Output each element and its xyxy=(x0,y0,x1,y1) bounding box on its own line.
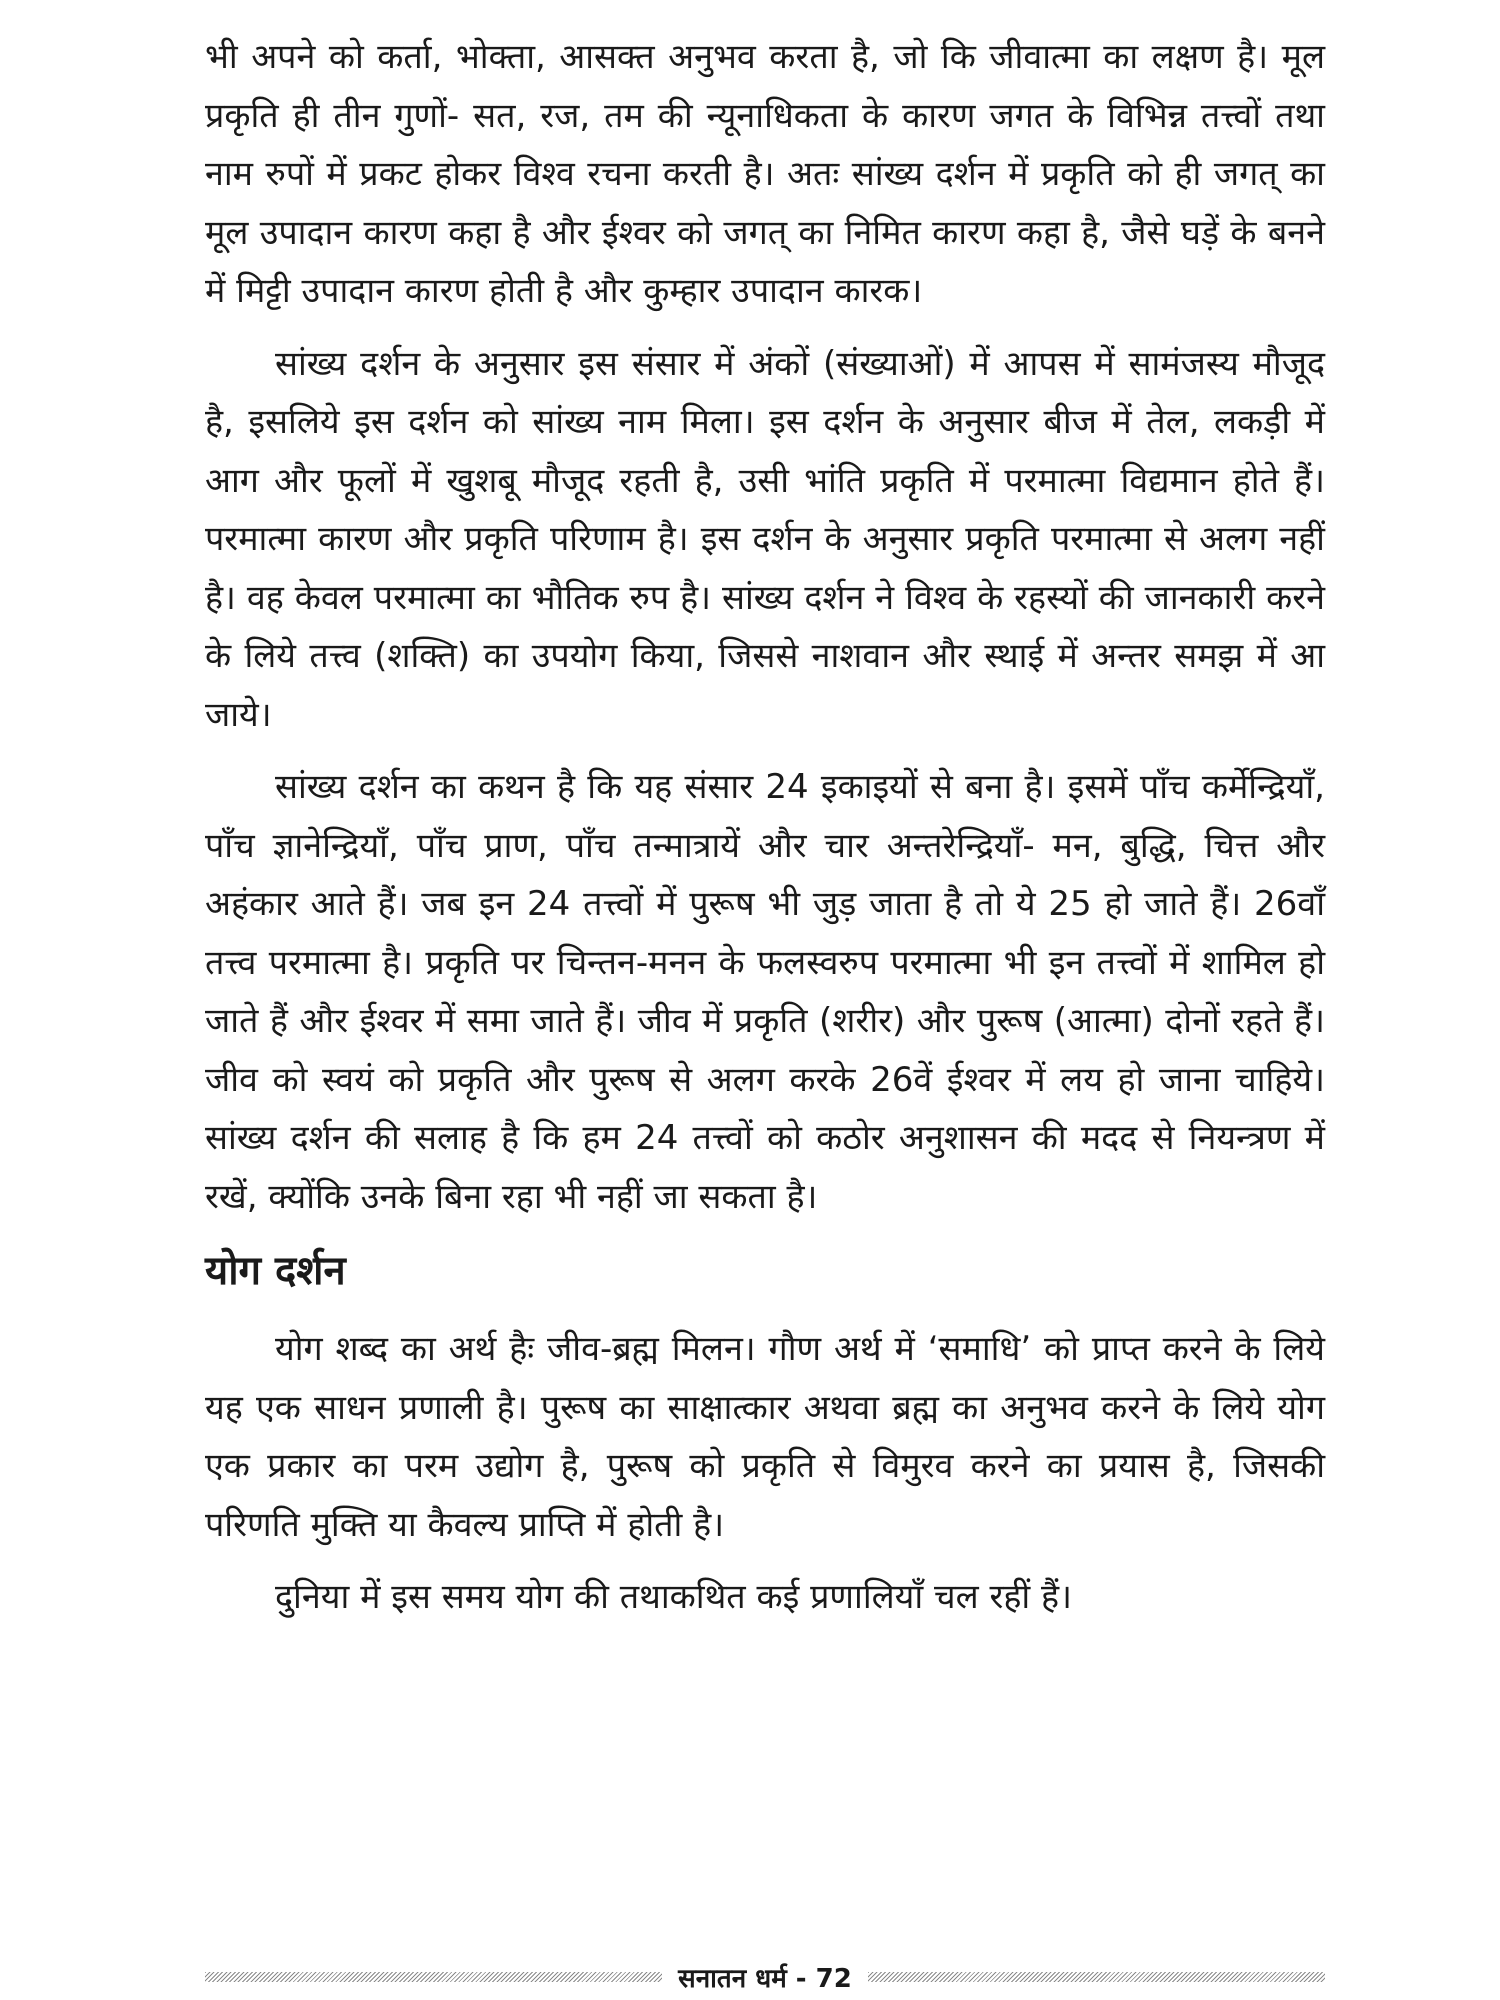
page-footer xyxy=(205,1960,1325,1994)
page-body xyxy=(205,28,1325,1641)
footer-rule-left xyxy=(205,1972,662,1982)
paragraph-yoga-systems: दुनिया में इस समय योग की तथाकथित कई प्रणालियाँ चल रहीं हैं। xyxy=(275,1577,1072,1617)
section-heading-yoga: योग दर्शन xyxy=(205,1248,346,1294)
paragraph-continuation: भी अपने को कर्ता, भोक्ता, आसक्त अनुभव करता है, जो कि जीवात्मा का लक्षण है। मूल प्रकृति ही तीन गुणों- सत, रज, तम की न्यूनाधिकता के कारण जगत के विभिन्न तत्त्वों तथा नाम रुपों में प्रकट होकर विश्व रचना करती है। अतः सांख्य दर्शन में प्रकृति को ही जगत् का मूल उपादान कारण कहा है और ईश्वर को जगत् का निमित कारण कहा है, जैसे घड़ें के बनने में मिट्टी उपादान कारण होती है और कुम्हार उपादान कारक। xyxy=(205,37,1325,311)
footer-page-label: सनातन धर्म - 72 xyxy=(678,1964,852,1994)
paragraph-yoga-meaning: योग शब्द का अर्थ हैः जीव-ब्रह्म मिलन। गौण अर्थ में ‘समाधि’ को प्राप्त करने के लिये यह एक साधन प्रणाली है। पुरूष का साक्षात्कार अथवा ब्रह्म का अनुभव करने के लिये योग एक प्रकार का परम उद्योग है, पुरूष को प्रकृति से विमुरव करने का प्रयास है, जिसकी परिणति मुक्ति या कैवल्य प्राप्ति में होती है। xyxy=(205,1329,1325,1545)
paragraph-sankhya-numbers: सांख्य दर्शन के अनुसार इस संसार में अंकों (संख्याओं) में आपस में सामंजस्य मौजूद है, इसलिये इस दर्शन को सांख्य नाम मिला। इस दर्शन के अनुसार बीज में तेल, लकड़ी में आग और फूलों में खुशबू मौजूद रहती है, उसी भांति प्रकृति में परमात्मा विद्यमान होते हैं। परमात्मा कारण और प्रकृति परिणाम है। इस दर्शन के अनुसार प्रकृति परमात्मा से अलग नहीं है। वह केवल परमात्मा का भौतिक रुप है। सांख्य दर्शन ने विश्व के रहस्यों की जानकारी करने के लिये तत्त्व (शक्ति) का उपयोग किया, जिससे नाशवान और स्थाई में अन्तर समझ में आ जाये। xyxy=(205,343,1325,735)
paragraph-sankhya-24-elements: सांख्य दर्शन का कथन है कि यह संसार 24 इकाइयों से बना है। इसमें पाँच कर्मेन्द्रियाँ, पाँच ज्ञानेन्द्रियाँ, पाँच प्राण, पाँच तन्मात्रायें और चार अन्तरेन्द्रियाँ- मन, बुद्धि, चित्त और अहंकार आते हैं। जब इन 24 तत्त्वों में पुरूष भी जुड़ जाता है तो ये 25 हो जाते हैं। 26वाँ तत्त्व परमात्मा है। प्रकृति पर चिन्तन-मनन के फलस्वरुप परमात्मा भी इन तत्त्वों में शामिल हो जाते हैं और ईश्वर में समा जाते हैं। जीव में प्रकृति (शरीर) और पुरूष (आत्मा) दोनों रहते हैं। जीव को स्वयं को प्रकृति और पुरूष से अलग करके 26वें ईश्वर में लय हो जाना चाहिये। सांख्य दर्शन की सलाह है कि हम 24 तत्त्वों को कठोर अनुशासन की मदद से नियन्त्रण में रखें, क्योंकि उनके बिना रहा भी नहीं जा सकता है। xyxy=(205,767,1325,1217)
footer-rule-right xyxy=(868,1972,1325,1982)
